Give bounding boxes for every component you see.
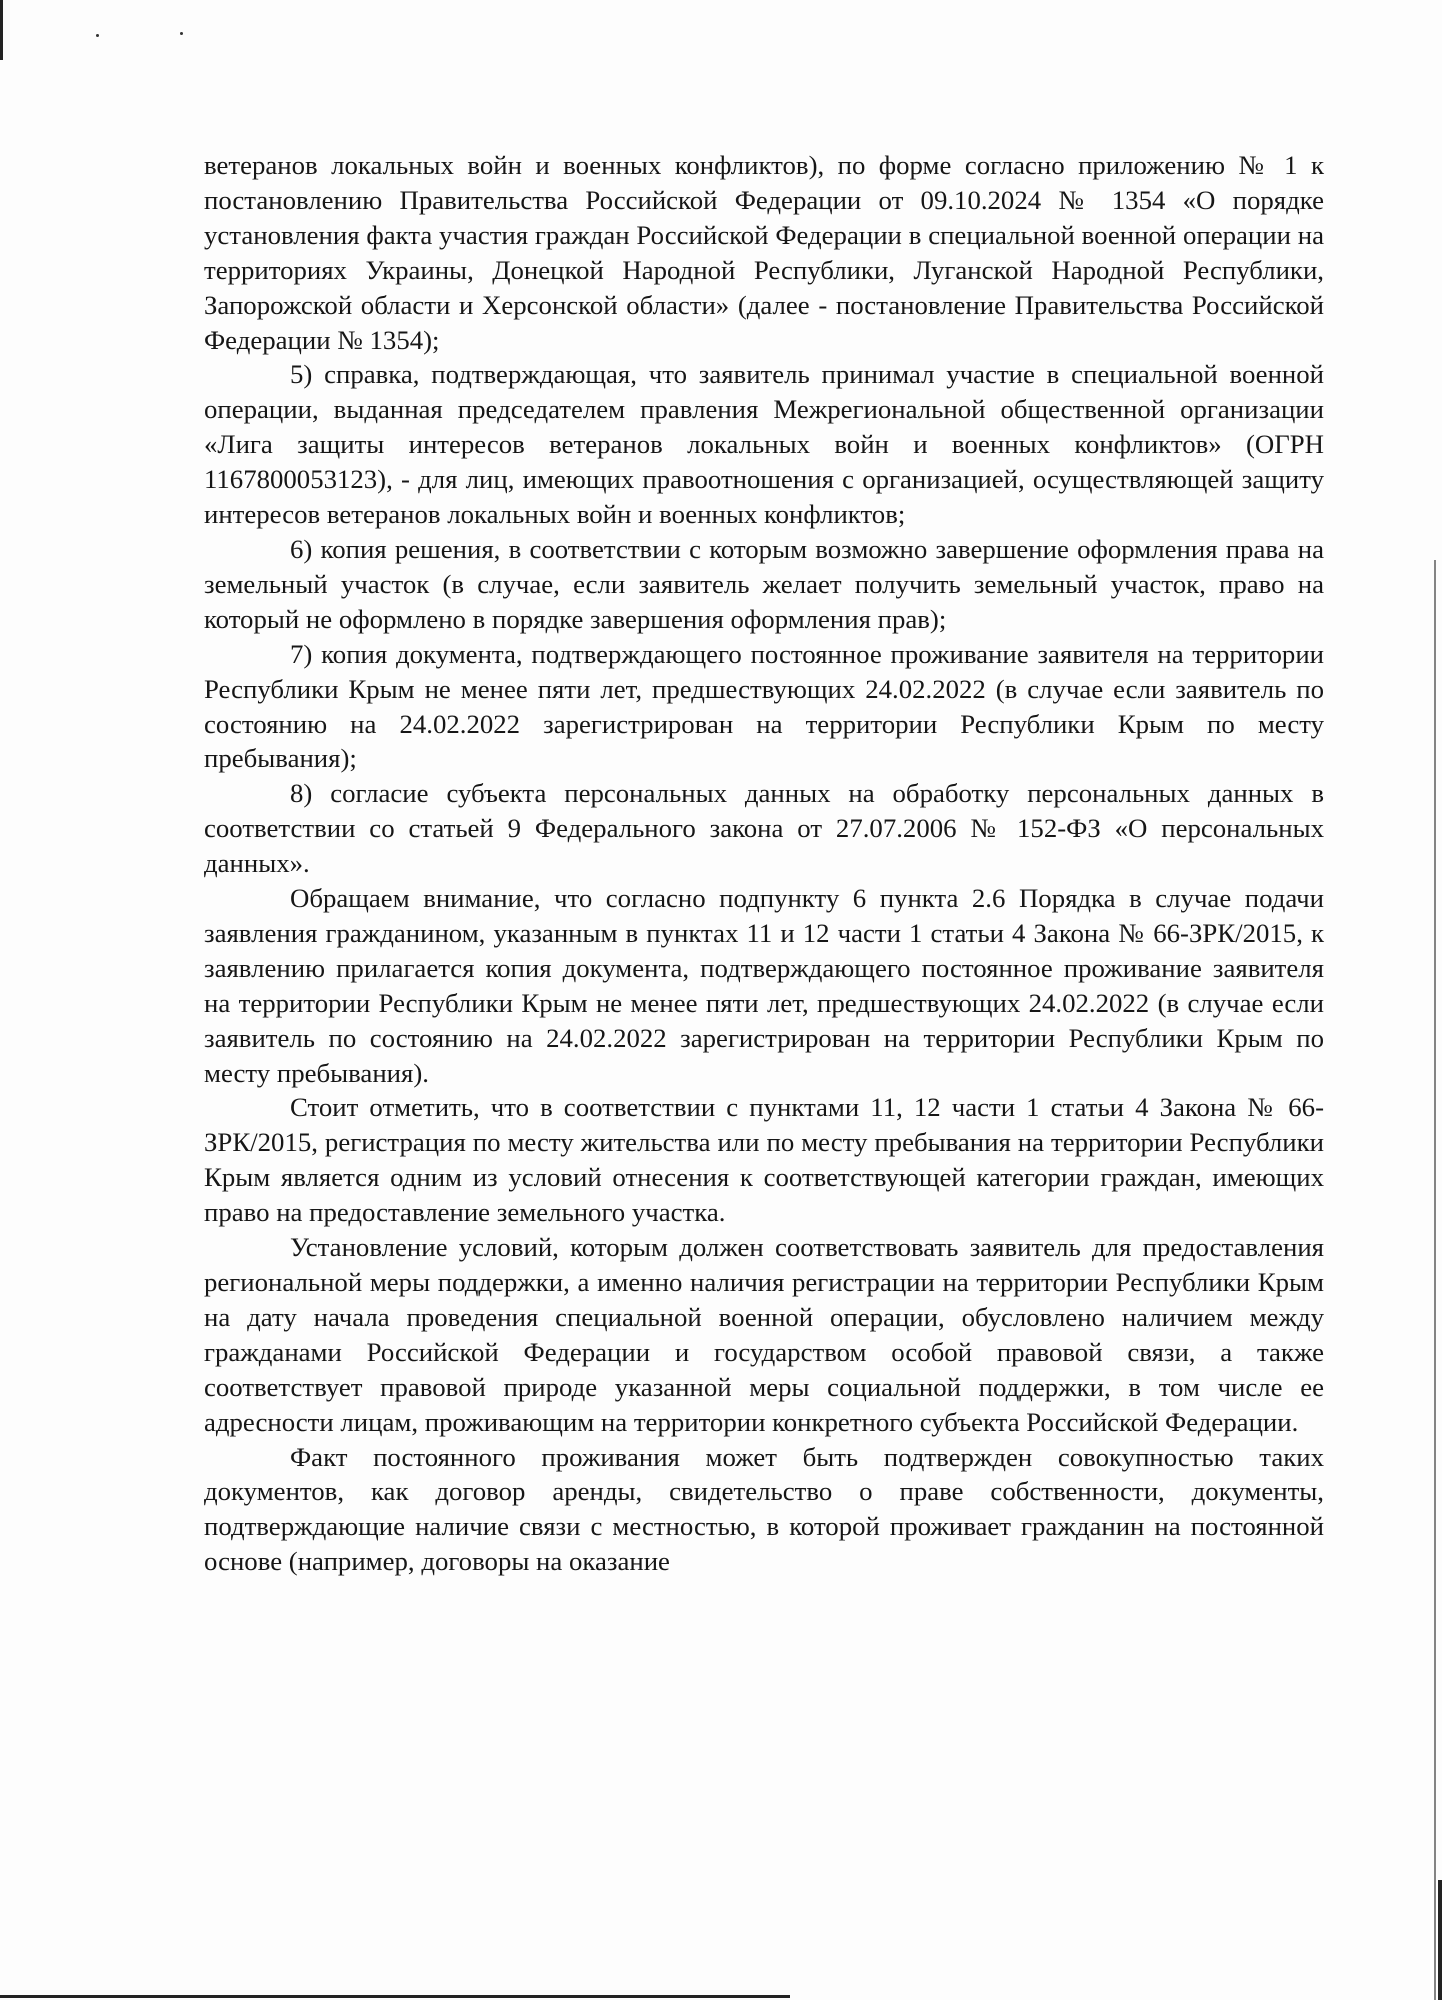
scan-edge-right-bottom bbox=[1438, 1880, 1442, 2000]
document-body bbox=[204, 148, 1324, 1579]
paragraph-registration: Стоит отметить, что в соответствии с пунктами 11, 12 части 1 статьи 4 Закона № 66-ЗРК/2015, регистрация по месту жительства или по месту пребывания на территории Республики Крым является одним из условий отнесения к соответствующей категории граждан, имеющих право на предоставление земельного участка. bbox=[204, 1092, 1324, 1228]
scan-edge-bottom bbox=[0, 1995, 790, 1998]
scan-edge-right bbox=[1434, 560, 1436, 2000]
list-item-6: 6) копия решения, в соответствии с которым возможно завершение оформления права на земельный участок (в случае, если заявитель желает получить земельный участок, право на который не оформлено в порядке завершения оформления прав); bbox=[204, 533, 1324, 634]
scan-speck bbox=[96, 34, 99, 37]
paragraph-residence-proof: Факт постоянного проживания может быть подтвержден совокупностью таких документов, как договор аренды, свидетельство о праве собственности, документы, подтверждающие наличие связи с местностью, в которой проживает гражданин на постоянной основе (например, договоры на оказание bbox=[204, 1441, 1324, 1577]
paragraph-attention: Обращаем внимание, что согласно подпункту 6 пункта 2.6 Порядка в случае подачи заявления гражданином, указанным в пунктах 11 и 12 части 1 статьи 4 Закона № 66-ЗРК/2015, к заявлению прилагается копия документа, подтверждающего постоянное проживание заявителя на территории Республики Крым не менее пяти лет, предшествующих 24.02.2022 (в случае если заявитель по состоянию на 24.02.2022 зарегистрирован на территории Республики Крым по месту пребывания). bbox=[204, 883, 1324, 1088]
paragraph-continuation: ветеранов локальных войн и военных конфликтов), по форме согласно приложению № 1 к постановлению Правительства Российской Федерации от 09.10.2024 № 1354 «О порядке установления факта участия граждан Российской Федерации в специальной военной операции на территориях Украины, Донецкой Народной Республики, Луганской Народной Республики, Запорожской области и Херсонской области» (далее - постановление Правительства Российской Федерации № 1354); bbox=[204, 150, 1324, 355]
list-item-7: 7) копия документа, подтверждающего постоянное проживание заявителя на территории Республики Крым не менее пяти лет, предшествующих 24.02.2022 (в случае если заявитель по состоянию на 24.02.2022 зарегистрирован на территории Республики Крым по месту пребывания); bbox=[204, 638, 1324, 774]
scan-speck bbox=[180, 32, 183, 35]
list-item-5: 5) справка, подтверждающая, что заявитель принимал участие в специальной военной операции, выданная председателем правления Межрегиональной общественной организации «Лига защиты интересов ветеранов локальных войн и военных конфликтов» (ОГРН 1167800053123), - для лиц, имеющих правоотношения с организацией, осуществляющей защиту интересов ветеранов локальных войн и военных конфликтов; bbox=[204, 359, 1324, 530]
paragraph-conditions: Установление условий, которым должен соответствовать заявитель для предоставления региональной меры поддержки, а именно наличия регистрации на территории Республики Крым на дату начала проведения специальной военной операции, обусловлено наличием между гражданами Российской Федерации и государством особой правовой связи, а также соответствует правовой природе указанной меры социальной поддержки, в том числе ее адресности лицам, проживающим на территории конкретного субъекта Российской Федерации. bbox=[204, 1232, 1324, 1437]
list-item-8: 8) согласие субъекта персональных данных на обработку персональных данных в соответствии со статьей 9 Федерального закона от 27.07.2006 № 152-ФЗ «О персональных данных». bbox=[204, 778, 1324, 879]
scan-edge-left bbox=[0, 0, 3, 60]
